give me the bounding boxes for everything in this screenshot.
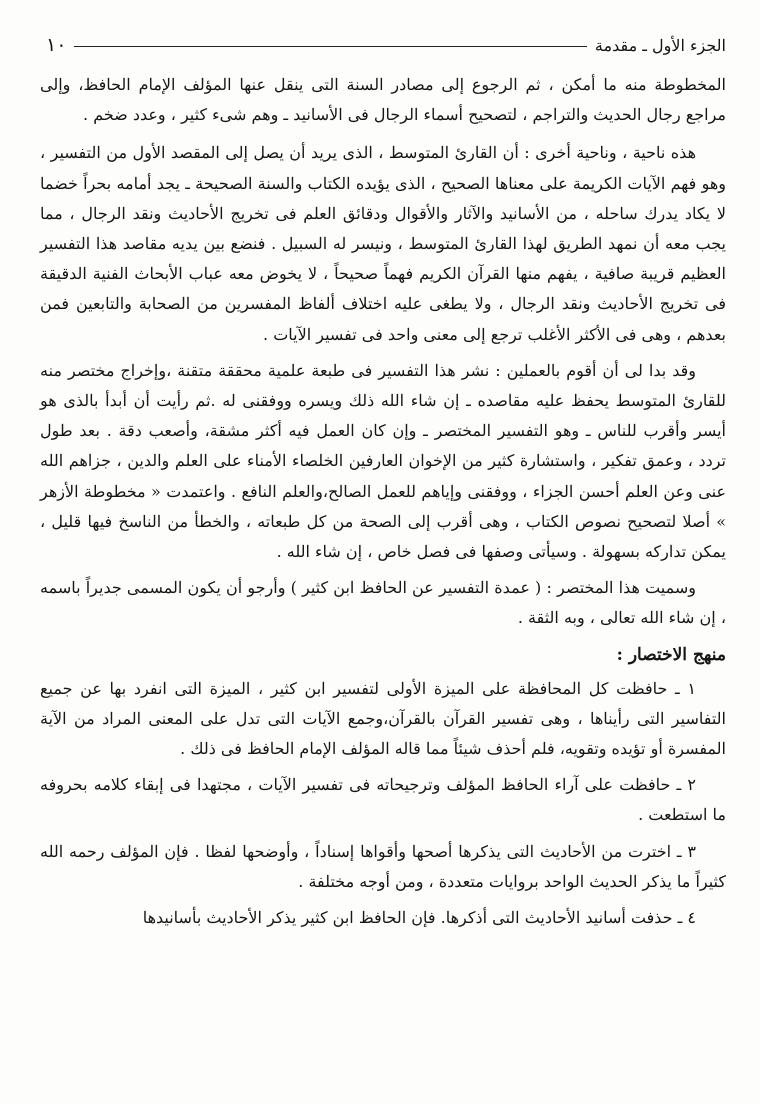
method-item-4: ٤ ـ حذفت أسانيد الأحاديث التى أذكرها. فإن الحافظ ابن كثير يذكر الأحاديث بأسانيدها xyxy=(142,908,696,928)
method-item-3: ٣ ـ اخترت من الأحاديث التى يذكرها أصحها وأقواها إسناداً ، وأوضحها لفظا . فإن المؤلف رحمه الله كثيراً ما يذكر الحديث الواحد بروايات متعددة ، ومن أوجه مختلفة . xyxy=(40,841,726,891)
paragraph-reader-aspect: هذه ناحية ، وناحية أخرى : أن القارئ المتوسط ، الذى يريد أن يصل إلى المقصد الأول من التفسير ، وهو فهم الآيات الكريمة على معناها الصحيح ، الذى يؤيده الكتاب والسنة الصحيحة ـ يجد أمامه بحراً خضما لا يكاد يدرك ساحله ، من الأسانيد والآثار والأقوال ودقائق العلم فى تخريج الأحاديث ونقد الرجال ، مما يجب معه أن نمهد الطريق لهذا القارئ المتوسط ، ونيسر له السبيل . فنضع بين يديه مقاصد هذا التفسير العظيم قريبة صافية ، يفهم منها القرآن الكريم فهماً صحيحاً ، لا يخوض معه عباب الأبحاث الفنية الدقيقة فى تخريج الأحاديث ونقد الرجال ، ولا يطغى عليه اختلاف ألفاظ المفسرين من الصحابة والتابعين فمن بعدهم ، وهى فى الأكثر الأغلب ترجع إلى معنى واحد فى تفسير الآيات . xyxy=(40,143,726,344)
running-title: الجزء الأول ـ مقدمة xyxy=(594,35,726,55)
section-heading: منهج الاختصار : xyxy=(616,644,726,665)
paragraph-two-works: وقد بدا لى أن أقوم بالعملين : نشر هذا التفسير فى طبعة علمية محققة متقنة ،وإخراج مختصر منه للقارئ المتوسط يحفظ عليه مقاصده ـ إن شاء الله ذلك ويسره ووفقنى له .ثم رأيت أن أبدأ بالذى هو أيسر وأقرب للناس ـ وهو التفسير المختصر ـ وإن كان العمل فيه أكثر مشقة، وأصعب دقة . بعد طول تردد ، وعمق تفكير ، واستشارة كثير من الإخوان العارفين الخلصاء الأمناء على العلم والدين ، جزاهم الله عنى وعن العلم أحسن الجزاء ، ووفقنى وإياهم للعمل الصالح،والعلم النافع . واعتمدت « مخطوطة الأزهر » أصلا لتصحيح نصوص الكتاب ، وهى أقرب إلى الصحة من كل طبعاته ، والخطأ من الناسخ فيها قليل ، يمكن تداركه بسهولة . وسيأتى وصفها فى فصل خاص ، إن شاء الله . xyxy=(40,360,727,562)
page-body xyxy=(40,70,726,939)
paragraph-book-title: وسميت هذا المختصر : ( عمدة التفسير عن الحافظ ابن كثير ) وأرجو أن يكون المسمى جديراً باسمه ، إن شاء الله تعالى ، وبه الثقة . xyxy=(40,578,726,628)
method-item-2: ٢ ـ حافظت على آراء الحافظ المؤلف وترجيحاته فى تفسير الآيات ، مجتهدا فى إبقاء كلامه بحروفه ما استطعت . xyxy=(40,775,726,825)
method-item-1: ١ ـ حافظت كل المحافظة على الميزة الأولى لتفسير ابن كثير ، الميزة التى انفرد بها عن جميع التفاسير التى رأيناها ، وهى تفسير القرآن بالقرآن،وجمع الآيات التى تدل على المعنى المراد من الآية المفسرة أو تؤيده وتقويه، فلم أحذف شيئاً مما قاله المؤلف الإمام الحافظ فى ذلك . xyxy=(40,678,726,759)
header-rule xyxy=(74,46,587,47)
page-number: ١٠ xyxy=(46,34,67,56)
paragraph-continued: المخطوطة منه ما أمكن ، ثم الرجوع إلى مصادر السنة التى ينقل عنها المؤلف الإمام الحافظ، وإلى مراجع رجال الحديث والتراجم ، لتصحيح أسماء الرجال فى الأسانيد ـ وهم شىء كثير ، وعدد ضخم . xyxy=(40,75,726,125)
page-header xyxy=(36,30,726,60)
